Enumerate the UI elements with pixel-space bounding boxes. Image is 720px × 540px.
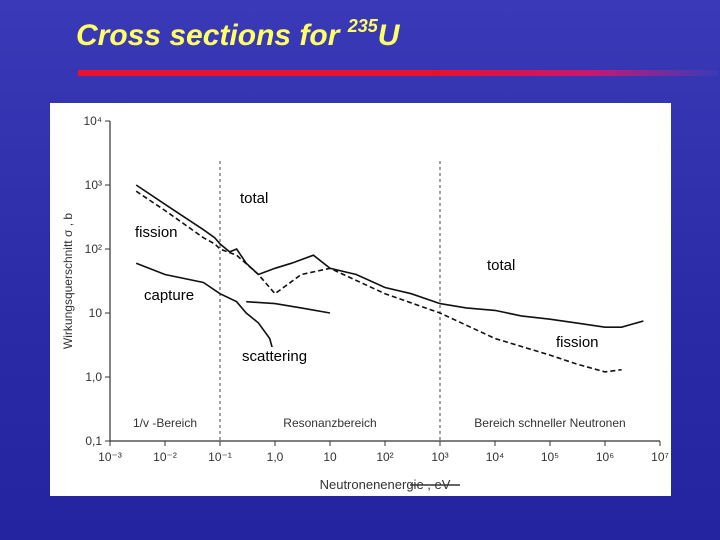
x-tick-label: 10⁻¹ [208,450,232,464]
series-capture [136,263,275,358]
label-fission-upper: fission [131,223,182,242]
x-tick-label: 10⁶ [595,450,615,464]
x-tick-label: 10⁷ [651,450,669,464]
label-fission-right: fission [552,333,603,352]
region-label: Resonanzbereich [283,416,377,430]
x-tick-label: 10⁻³ [98,450,122,464]
x-tick-label: 10 [323,450,337,464]
x-tick-label: 10⁻² [153,450,177,464]
slide-title [76,18,399,53]
slide-title-end: U [377,19,400,52]
region-label: Bereich schneller Neutronen [474,416,626,430]
x-axis-label: Neutronenenergie , eV [319,477,451,492]
y-tick-label: 0,1 [85,434,102,448]
chart-figure [50,103,671,496]
y-tick-label: 10³ [84,178,102,192]
series-scattering [246,302,330,313]
x-tick-label: 10² [376,450,394,464]
label-capture: capture [140,286,198,305]
label-scattering: scattering [238,347,311,366]
label-total-right: total [483,256,519,275]
y-tick-label: 10² [84,242,102,256]
x-tick-label: 10⁴ [485,450,505,464]
label-total-upper: total [236,189,272,208]
slide-title-superscript: 235 [347,16,378,36]
y-axis-label: Wirkungsquerschnitt σ , b [61,212,75,350]
y-tick-label: 10⁴ [83,114,102,128]
x-tick-label: 10³ [431,450,449,464]
x-tick-label: 10⁵ [540,450,560,464]
y-tick-label: 10 [88,306,102,320]
slide-title-main: Cross sections for [76,19,348,52]
y-tick-label: 1,0 [85,370,102,384]
x-tick-label: 1,0 [266,450,284,464]
series-fission [136,191,621,372]
title-accent-rule [78,70,718,76]
region-label: 1/v -Bereich [132,416,198,430]
series-total [136,185,643,327]
